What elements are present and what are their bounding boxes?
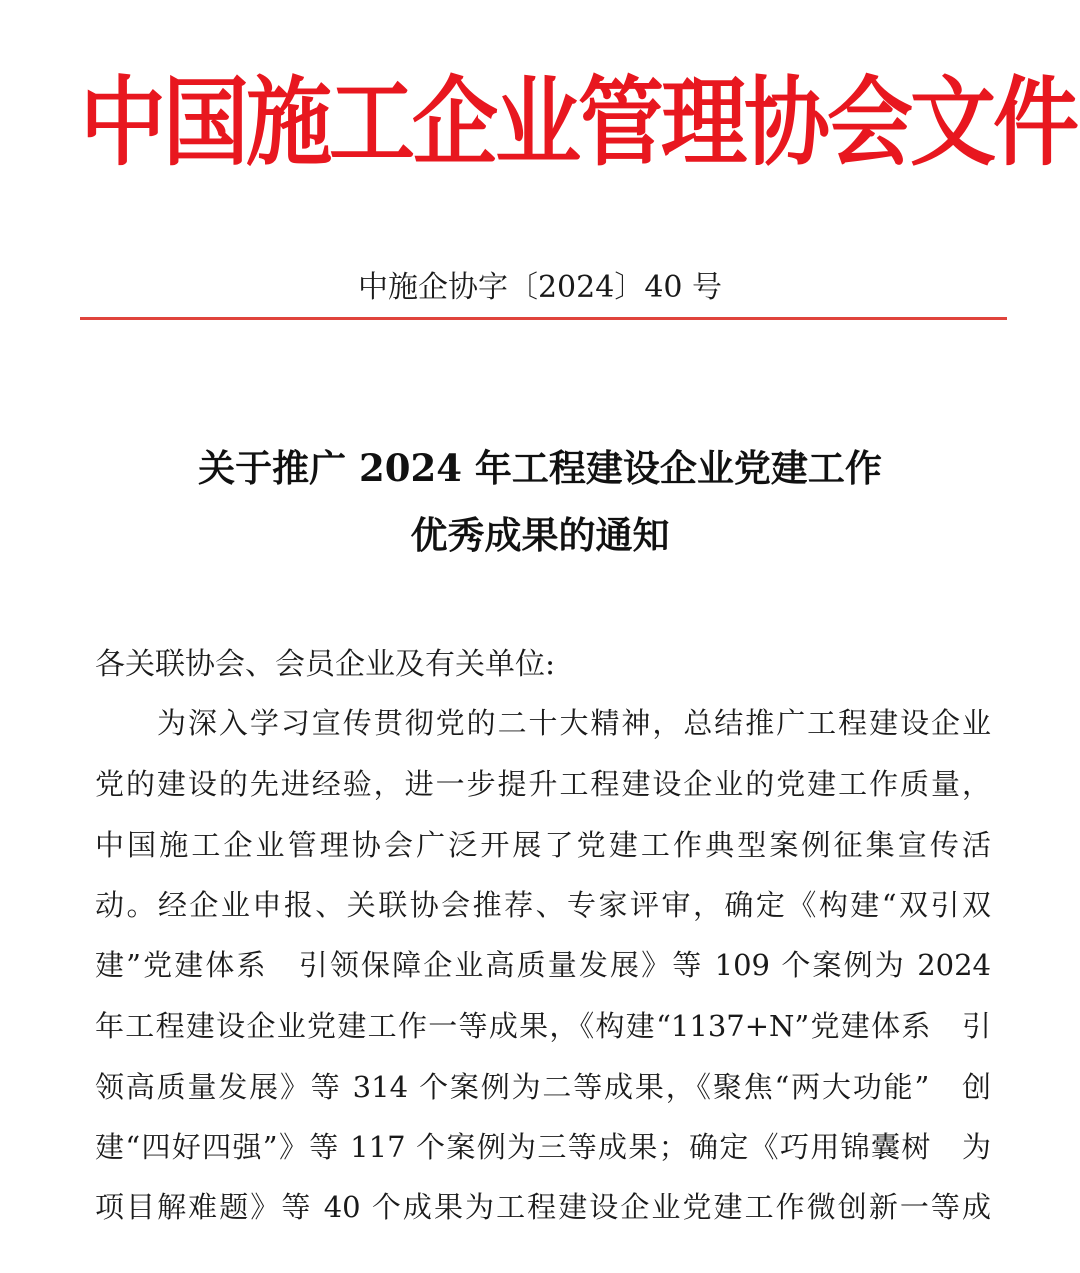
body-line: 年工程建设企业党建工作一等成果，《构建“1137+N”党建体系 引: [95, 1009, 991, 1043]
body-line: 党的建设的先进经验，进一步提升工程建设企业的党建工作质量，: [95, 767, 991, 801]
body-line: 建”党建体系 引领保障企业高质量发展》等 109 个案例为 2024: [95, 948, 991, 982]
body-line: 中国施工企业管理协会广泛开展了党建工作典型案例征集宣传活: [95, 828, 991, 862]
body-line: 项目解难题》等 40 个成果为工程建设企业党建工作微创新一等成: [95, 1190, 991, 1224]
body-line: 为深入学习宣传贯彻党的二十大精神，总结推广工程建设企业: [157, 706, 991, 740]
letterhead-title: 中国施工企业管理协会文件: [80, 66, 1076, 180]
notice-title-line-1: 关于推广 2024 年工程建设企业党建工作: [198, 446, 882, 490]
notice-title-line-2: 优秀成果的通知: [410, 513, 670, 557]
red-divider-line: [80, 317, 1007, 320]
body-line: 建“四好四强”》等 117 个案例为三等成果；确定《巧用锦囊树 为: [95, 1130, 991, 1164]
body-line: 领高质量发展》等 314 个案例为二等成果，《聚焦“两大功能” 创: [95, 1070, 991, 1104]
document-number: 中施企协字〔2024〕40 号: [357, 270, 723, 305]
body-line: 动。经企业申报、关联协会推荐、专家评审，确定《构建“双引双: [95, 888, 991, 922]
salutation: 各关联协会、会员企业及有关单位:: [95, 647, 556, 682]
